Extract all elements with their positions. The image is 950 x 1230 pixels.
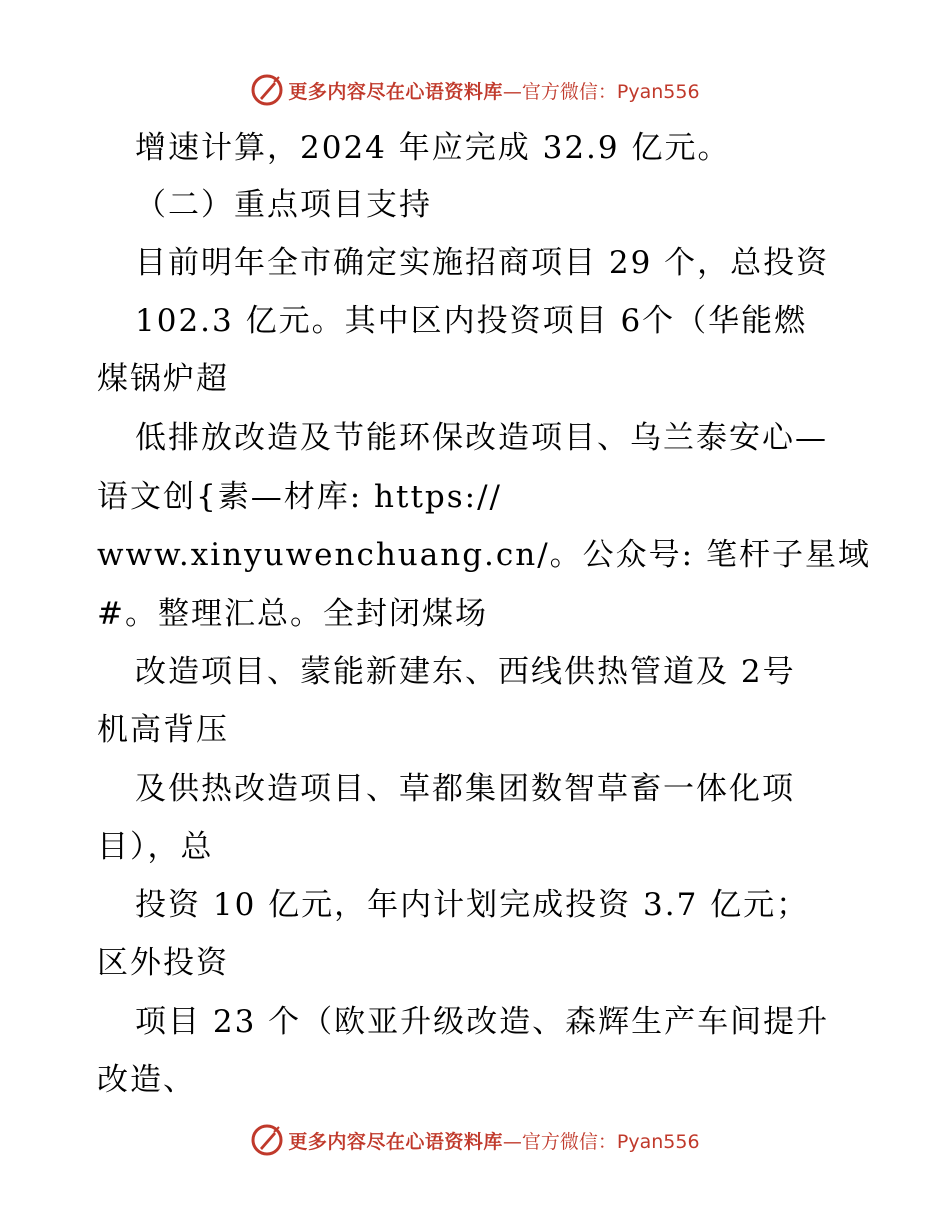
header-watermark-contact: —官方微信：Pyan556 (502, 80, 700, 103)
section-heading: （二）重点项目支持 (135, 187, 432, 223)
body-line: 改造项目、蒙能新建东、西线供热管道及 2号 (135, 654, 796, 690)
body-line: 煤锅炉超 (97, 361, 229, 397)
body-line: 目），总 (97, 829, 214, 865)
header-watermark-text: 更多内容尽在心语资料库 (288, 80, 503, 103)
body-line: 投资 10 亿元，年内计划完成投资 3.7 亿元； (135, 887, 810, 923)
header-watermark (0, 70, 950, 110)
quill-logo-icon (250, 1123, 284, 1157)
body-line: 102.3 亿元。其中区内投资项目 6个（华能燃 (135, 303, 808, 339)
body-line: 及供热改造项目、草都集团数智草畜一体化项 (135, 771, 795, 807)
body-line: 区外投资 (97, 945, 229, 981)
quill-logo-icon (250, 73, 284, 107)
footer-watermark (0, 1120, 950, 1160)
body-line: #。整理汇总。全封闭煤场 (97, 596, 488, 632)
footer-watermark-text: 更多内容尽在心语资料库 (288, 1130, 503, 1153)
body-line: 改造、 (97, 1062, 196, 1098)
body-line: 增速计算，2024 年应完成 32.9 亿元。 (135, 130, 731, 166)
body-line: 项目 23 个（欧亚升级改造、森辉生产车间提升 (135, 1004, 830, 1040)
footer-watermark-contact: —官方微信：Pyan556 (502, 1130, 700, 1153)
body-line: 语文创{素—材库: https:// (97, 479, 502, 515)
body-line: 目前明年全市确定实施招商项目 29 个，总投资 (135, 245, 830, 281)
body-line: 低排放改造及节能环保改造项目、乌兰泰安心— (135, 420, 828, 456)
body-line: www.xinyuwenchuang.cn/。公众号: 笔杆子星域 (97, 537, 871, 573)
body-line: 机高背压 (97, 712, 229, 748)
